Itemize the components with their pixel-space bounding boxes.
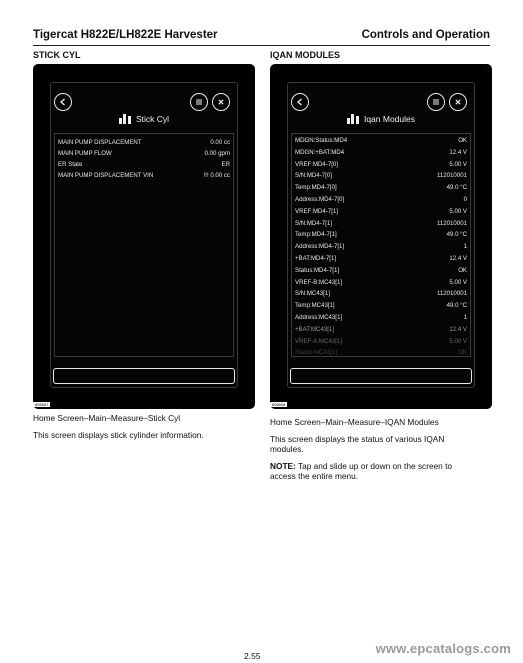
list-item: S/N:MD4-7[0] 112010001	[295, 172, 467, 180]
list-item: VREF:MD4-7[1] 5.00 V	[295, 207, 467, 215]
menu-icon[interactable]	[190, 93, 208, 111]
section-title-iqan-modules: IQAN MODULES	[270, 50, 341, 60]
list-item: MAIN PUMP DISPLACEMENT 0.00 cc	[58, 139, 230, 146]
list-item: +BAT:MD4-7[1] 12.4 V	[295, 254, 467, 262]
display-stick-cyl	[33, 64, 255, 409]
list-item: MAIN PUMP DISPLACEMENT VIN !!! 0.00 cc	[58, 172, 230, 179]
chapter-title: Controls and Operation	[361, 29, 490, 41]
watermark: www.epcatalogs.com	[375, 641, 511, 656]
list-item: Address:MC43[1] 1	[295, 313, 467, 321]
header-rule	[33, 45, 490, 46]
bar-chart-icon	[347, 114, 359, 124]
list-item: VREF:MD4-7[0] 5.00 V	[295, 160, 467, 168]
caption-desc-iqan-modules: This screen displays the status of various IQAN modules.	[270, 434, 445, 454]
list-item: MDGN:+BAT:MD4 12.4 V	[295, 148, 467, 156]
document-title: Tigercat H822E/LH822E Harvester	[33, 29, 218, 41]
list-item: MDGN:Status:MD4 OK	[295, 137, 467, 144]
list-item: Address:MD4-7[0] 0	[295, 195, 467, 203]
list-item: MAIN PUMP FLOW 0.00 gpm	[58, 150, 230, 157]
page-number: 2.55	[244, 651, 261, 661]
back-arrow-icon[interactable]	[54, 93, 72, 111]
list-item: VREF-A:MC43[1] 5.00 V	[295, 337, 467, 345]
screen-stick-cyl	[50, 82, 238, 388]
note-iqan-modules	[270, 461, 475, 481]
stick-cyl-list[interactable]	[54, 133, 234, 357]
caption-path-stick-cyl: Home Screen–Main–Measure–Stick Cyl	[33, 413, 181, 423]
bottom-bar[interactable]	[290, 368, 472, 384]
close-icon[interactable]	[212, 93, 230, 111]
list-item: Temp:MC43[1] 49.0 °C	[295, 302, 467, 310]
iqan-modules-list[interactable]	[291, 133, 471, 357]
image-id: 806507	[35, 402, 49, 407]
list-item: S/N:MC43[1] 112010001	[295, 290, 467, 298]
note-text: Tap and slide up or down on the screen to access the entire menu.	[270, 461, 453, 481]
list-item: Temp:MD4-7[0] 49.0 °C	[295, 184, 467, 192]
close-icon[interactable]	[449, 93, 467, 111]
screen-title-stick-cyl: Stick Cyl	[51, 114, 237, 124]
list-item: VREF-B:MC43[1] 5.00 V	[295, 278, 467, 286]
list-item: Status:MC43[1] OK	[295, 349, 467, 357]
screen-title-iqan-modules: Iqan Modules	[288, 114, 474, 124]
list-item: Address:MD4-7[1] 1	[295, 243, 467, 251]
list-item: +BAT:MC43[1] 12.4 V	[295, 325, 467, 333]
back-arrow-icon[interactable]	[291, 93, 309, 111]
bar-chart-icon	[119, 114, 131, 124]
caption-desc-stick-cyl: This screen displays stick cylinder information.	[33, 430, 204, 440]
section-title-stick-cyl: STICK CYL	[33, 50, 81, 60]
caption-path-iqan-modules: Home Screen–Main–Measure–IQAN Modules	[270, 417, 439, 427]
note-label: NOTE:	[270, 461, 296, 471]
bottom-bar[interactable]	[53, 368, 235, 384]
image-id: 806508	[272, 402, 286, 407]
list-item: S/N:MD4-7[1] 112010001	[295, 219, 467, 227]
display-iqan-modules	[270, 64, 492, 409]
screen-iqan-modules	[287, 82, 475, 388]
list-item: Status:MD4-7[1] OK	[295, 266, 467, 274]
menu-icon[interactable]	[427, 93, 445, 111]
list-item: ER State ER	[58, 161, 230, 168]
list-item: Temp:MD4-7[1] 49.0 °C	[295, 231, 467, 239]
